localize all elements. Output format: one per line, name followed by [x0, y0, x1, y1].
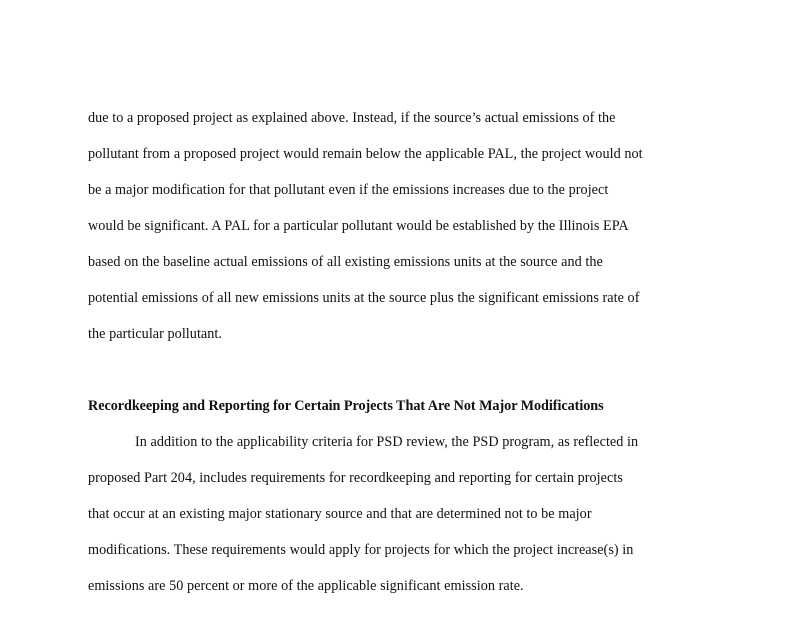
paragraph-line: be a major modification for that pollutant even if the emissions increases due to the project	[88, 182, 609, 198]
paragraph-line: In addition to the applicability criteria for PSD review, the PSD program, as reflected in	[135, 434, 639, 450]
paragraph-line: based on the baseline actual emissions of all existing emissions units at the source and the	[88, 254, 603, 270]
paragraph-line: that occur at an existing major stationary source and that are determined not to be major	[88, 506, 592, 522]
paragraph-line: pollutant from a proposed project would remain below the applicable PAL, the project would not	[88, 146, 643, 162]
paragraph-line: the particular pollutant.	[88, 326, 223, 342]
paragraph-line: proposed Part 204, includes requirements for recordkeeping and reporting for certain projects	[88, 470, 623, 486]
paragraph-line: due to a proposed project as explained above. Instead, if the source’s actual emissions of the	[88, 110, 616, 126]
paragraph-line: would be significant. A PAL for a particular pollutant would be established by the Illinois EPA	[88, 218, 629, 234]
paragraph-line: modifications. These requirements would apply for projects for which the project increase(s) in	[88, 542, 634, 558]
paragraph-line: potential emissions of all new emissions units at the source plus the significant emissions rate of	[88, 290, 640, 306]
section-heading: Recordkeeping and Reporting for Certain Projects That Are Not Major Modifications	[88, 398, 604, 414]
paragraph-line: emissions are 50 percent or more of the applicable significant emission rate.	[88, 578, 524, 594]
